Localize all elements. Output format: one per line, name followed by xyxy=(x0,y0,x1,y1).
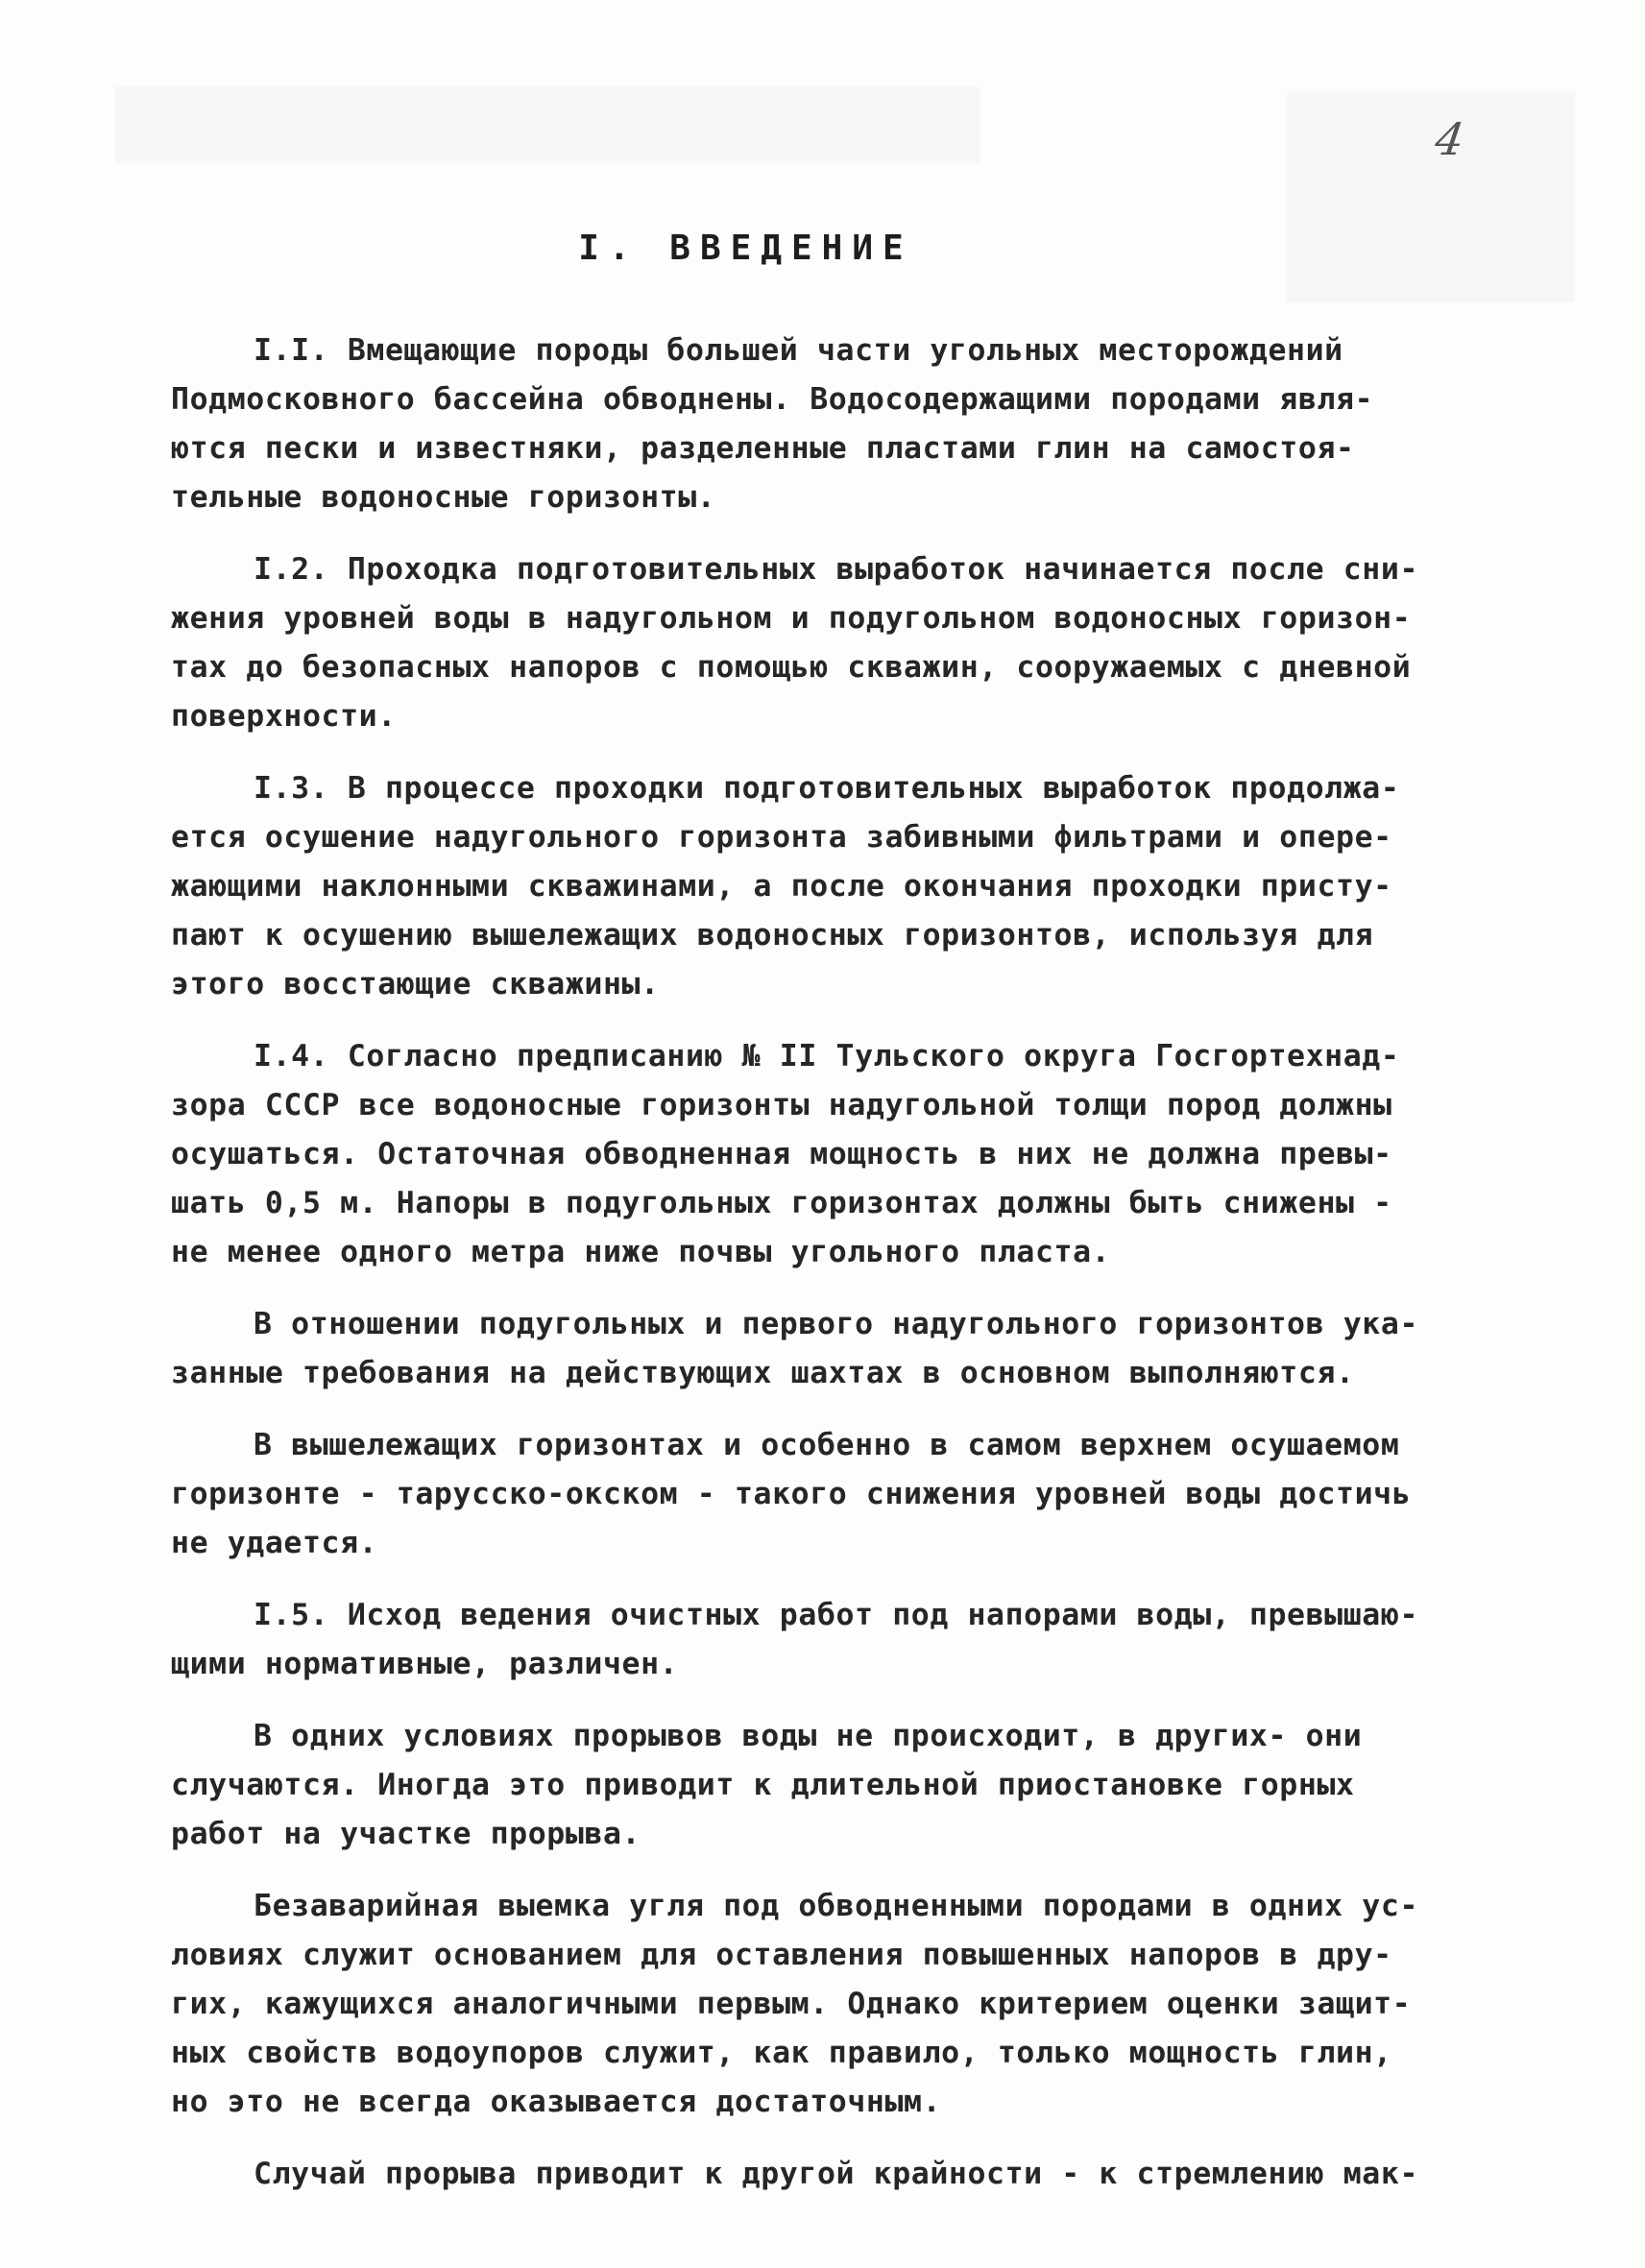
text-line: не удается. xyxy=(171,1526,378,1560)
text-line: В отношении подугольных и первого надугольного горизонтов ука- xyxy=(254,1307,1419,1341)
text-line: осушаться. Остаточная обводненная мощность в них не должна превы- xyxy=(171,1137,1392,1171)
text-line: занные требования на действующих шахтах в основном выполняются. xyxy=(171,1356,1355,1390)
text-line: тельные водоносные горизонты. xyxy=(171,480,716,515)
text-line: гих, кажущихся аналогичными первым. Однако критерием оценки защит- xyxy=(171,1987,1412,2021)
text-line: I.5. Исход ведения очистных работ под напорами воды, превышаю- xyxy=(254,1598,1419,1632)
paragraph xyxy=(171,1421,1515,1568)
text-line: I.3. В процессе проходки подготовительных выработок продолжа- xyxy=(254,771,1400,806)
text-line: ется осушение надугольного горизонта забивными фильтрами и опере- xyxy=(171,820,1392,855)
text-line: I.I. Вмещающие породы большей части угольных месторождений xyxy=(254,333,1343,368)
text-line: шать 0,5 м. Напоры в подугольных горизонтах должны быть снижены - xyxy=(171,1186,1392,1220)
text-line: ловиях служит основанием для оставления повышенных напоров в дру- xyxy=(171,1938,1392,1972)
paragraph xyxy=(171,2150,1515,2199)
text-line: ются пески и известняки, разделенные пластами глин на самостоя- xyxy=(171,431,1355,466)
paragraph xyxy=(171,1712,1515,1859)
section-heading: I. ВВЕДЕНИЕ xyxy=(578,229,913,268)
body-text xyxy=(171,326,1515,2222)
text-line: В одних условиях прорывов воды не происходит, в других- они xyxy=(254,1719,1363,1753)
text-line: случаются. Иногда это приводит к длительной приостановке горных xyxy=(171,1768,1355,1802)
paragraph xyxy=(171,545,1515,741)
text-line: не менее одного метра ниже почвы угольного пласта. xyxy=(171,1235,1111,1269)
scan-shading xyxy=(1287,91,1575,302)
text-line: В вышележащих горизонтах и особенно в самом верхнем осушаемом xyxy=(254,1428,1400,1462)
paragraph xyxy=(171,326,1515,522)
text-line: ных свойств водоупоров служит, как правило, только мощность глин, xyxy=(171,2036,1392,2070)
paragraph xyxy=(171,1591,1515,1689)
text-line: горизонте - тарусско-окском - такого снижения уровней воды достичь xyxy=(171,1477,1412,1511)
scan-shading xyxy=(115,86,980,163)
text-line: I.4. Согласно предписанию № II Тульского округа Госгортехнад- xyxy=(254,1039,1400,1074)
text-line: Безаварийная выемка угля под обводненными породами в одних ус- xyxy=(254,1889,1419,1923)
text-line: поверхности. xyxy=(171,699,397,734)
text-line: жения уровней воды в надугольном и подугольном водоносных горизон- xyxy=(171,601,1412,636)
text-line: пают к осушению вышележащих водоносных горизонтов, используя для xyxy=(171,918,1374,953)
text-line: Случай прорыва приводит к другой крайности - к стремлению мак- xyxy=(254,2157,1419,2191)
text-line: I.2. Проходка подготовительных выработок начинается после сни- xyxy=(254,552,1419,587)
paragraph xyxy=(171,1032,1515,1277)
paragraph xyxy=(171,764,1515,1009)
text-line: этого восстающие скважины. xyxy=(171,967,660,1001)
paragraph xyxy=(171,1300,1515,1398)
text-line: зора СССР все водоносные горизонты надугольной толщи пород должны xyxy=(171,1088,1392,1122)
text-line: работ на участке прорыва. xyxy=(171,1817,641,1851)
text-line: Подмосковного бассейна обводнены. Водосодержащими породами явля- xyxy=(171,382,1374,417)
text-line: но это не всегда оказывается достаточным. xyxy=(171,2085,942,2119)
paragraph xyxy=(171,1882,1515,2127)
text-line: щими нормативные, различен. xyxy=(171,1647,679,1681)
text-line: тах до безопасных напоров с помощью скважин, сооружаемых с дневной xyxy=(171,650,1412,685)
text-line: жающими наклонными скважинами, а после окончания проходки присту- xyxy=(171,869,1392,904)
page-number: 4 xyxy=(1432,113,1468,165)
